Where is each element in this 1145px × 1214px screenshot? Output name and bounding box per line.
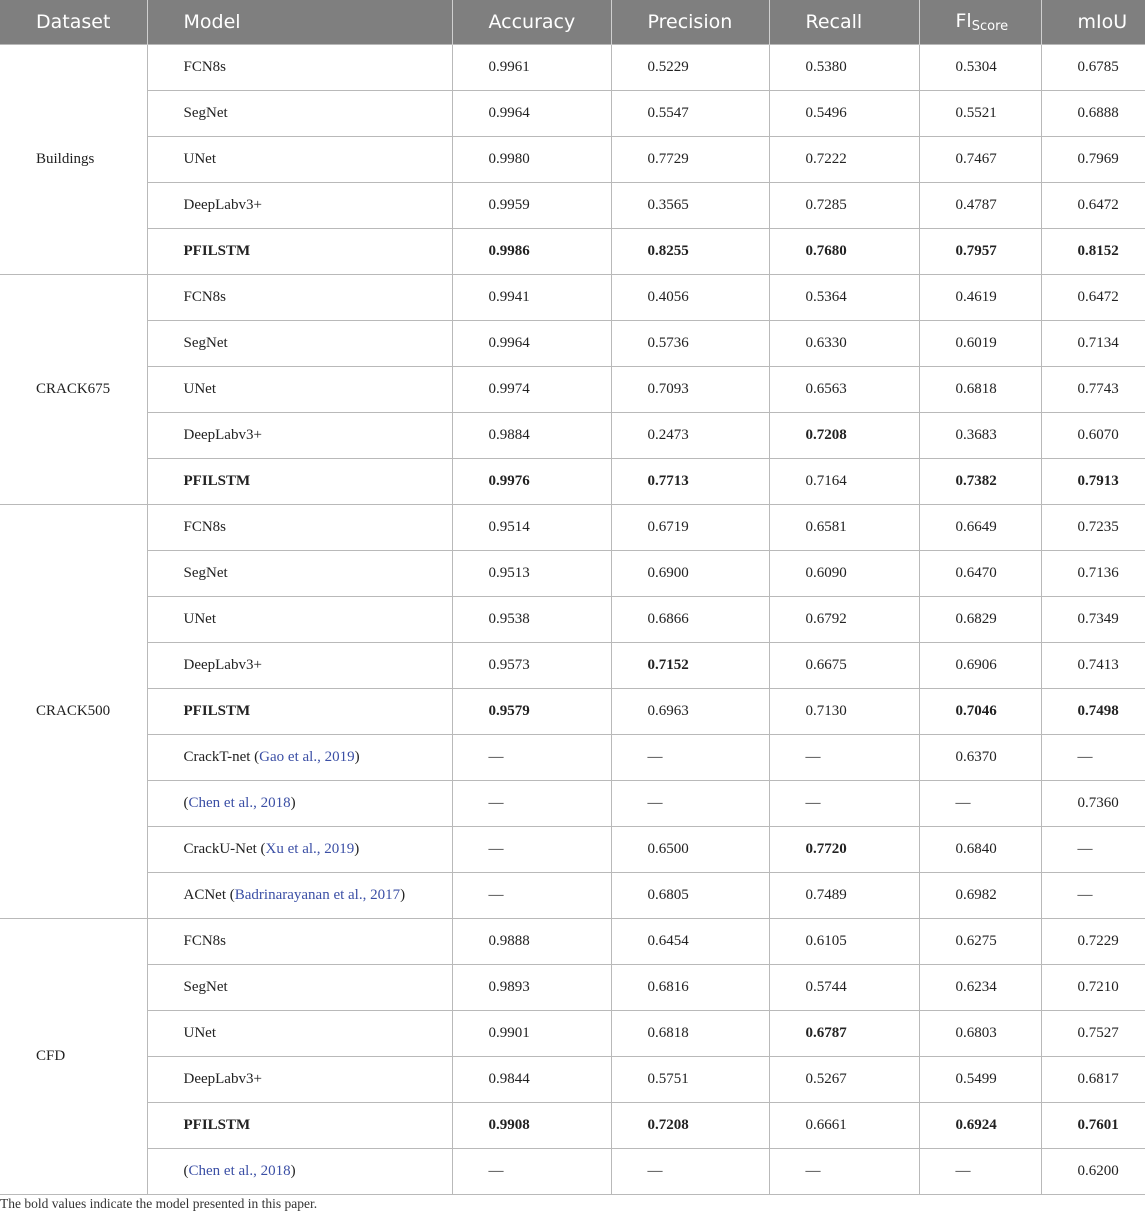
- model-cell: SegNet: [147, 91, 452, 137]
- table-row: [0, 229, 1145, 275]
- f1-score-cell: 0.6234: [919, 965, 1041, 1011]
- f1-score-cell: 0.5521: [919, 91, 1041, 137]
- model-name: ACNet (: [183, 887, 235, 903]
- model-cell: DeepLabv3+: [147, 643, 452, 689]
- model-cell: SegNet: [147, 965, 452, 1011]
- model-cell: PFILSTM: [147, 229, 452, 275]
- miou-cell: 0.7743: [1041, 367, 1145, 413]
- f1-score-cell: 0.6370: [919, 735, 1041, 781]
- miou-cell: 0.6472: [1041, 183, 1145, 229]
- accuracy-cell: 0.9538: [452, 597, 611, 643]
- accuracy-cell: 0.9573: [452, 643, 611, 689]
- model-cell: [147, 1149, 452, 1195]
- header-f1-label: Fl: [955, 10, 972, 32]
- table-footnote: The bold values indicate the model presented in this paper.: [0, 1196, 318, 1211]
- dataset-cell: Buildings: [0, 45, 147, 275]
- model-cell: UNet: [147, 137, 452, 183]
- citation-close: ): [354, 841, 360, 857]
- citation-link[interactable]: Badrinarayanan et al., 2017: [234, 887, 401, 903]
- model-name: CrackU-Net (: [183, 841, 266, 857]
- model-cell: FCN8s: [147, 505, 452, 551]
- table-row: [0, 91, 1145, 137]
- citation-link[interactable]: Chen et al., 2018: [188, 1163, 291, 1179]
- f1-score-cell: 0.3683: [919, 413, 1041, 459]
- model-cell: PFILSTM: [147, 1103, 452, 1149]
- accuracy-cell: 0.9964: [452, 321, 611, 367]
- miou-cell: 0.6070: [1041, 413, 1145, 459]
- recall-cell: 0.5380: [769, 45, 919, 91]
- f1-score-cell: 0.7467: [919, 137, 1041, 183]
- header-recall: Recall: [769, 0, 919, 45]
- accuracy-cell: 0.9893: [452, 965, 611, 1011]
- table-row: [0, 275, 1145, 321]
- f1-score-cell: 0.6649: [919, 505, 1041, 551]
- accuracy-cell: 0.9901: [452, 1011, 611, 1057]
- accuracy-cell: 0.9513: [452, 551, 611, 597]
- table-row: [0, 137, 1145, 183]
- f1-score-cell: 0.6019: [919, 321, 1041, 367]
- precision-cell: 0.6963: [611, 689, 769, 735]
- model-cell: FCN8s: [147, 275, 452, 321]
- precision-cell: 0.6500: [611, 827, 769, 873]
- miou-cell: 0.6472: [1041, 275, 1145, 321]
- miou-cell: 0.7210: [1041, 965, 1145, 1011]
- miou-cell: 0.6785: [1041, 45, 1145, 91]
- model-cell: SegNet: [147, 551, 452, 597]
- header-precision: Precision: [611, 0, 769, 45]
- recall-cell: 0.7680: [769, 229, 919, 275]
- recall-cell: 0.6792: [769, 597, 919, 643]
- precision-cell: 0.6900: [611, 551, 769, 597]
- precision-cell: 0.6818: [611, 1011, 769, 1057]
- accuracy-cell: 0.9964: [452, 91, 611, 137]
- accuracy-cell: 0.9980: [452, 137, 611, 183]
- precision-cell: 0.6719: [611, 505, 769, 551]
- header-model: Model: [147, 0, 452, 45]
- table-row: [0, 735, 1145, 781]
- precision-cell: 0.7093: [611, 367, 769, 413]
- miou-cell: —: [1041, 873, 1145, 919]
- table-row: [0, 1011, 1145, 1057]
- accuracy-cell: —: [452, 1149, 611, 1195]
- accuracy-cell: —: [452, 781, 611, 827]
- table-row: [0, 505, 1145, 551]
- model-cell: DeepLabv3+: [147, 1057, 452, 1103]
- citation-close: ): [290, 1163, 296, 1179]
- recall-cell: 0.7489: [769, 873, 919, 919]
- model-cell: [147, 873, 452, 919]
- citation-link[interactable]: Chen et al., 2018: [188, 795, 291, 811]
- precision-cell: 0.7152: [611, 643, 769, 689]
- recall-cell: 0.6330: [769, 321, 919, 367]
- miou-cell: 0.7134: [1041, 321, 1145, 367]
- recall-cell: 0.6661: [769, 1103, 919, 1149]
- citation-close: ): [290, 795, 296, 811]
- model-cell: [147, 735, 452, 781]
- recall-cell: 0.7720: [769, 827, 919, 873]
- precision-cell: 0.5229: [611, 45, 769, 91]
- f1-score-cell: 0.6829: [919, 597, 1041, 643]
- header-f1-score: [919, 0, 1041, 45]
- dataset-cell: CFD: [0, 919, 147, 1195]
- precision-cell: —: [611, 781, 769, 827]
- model-cell: FCN8s: [147, 45, 452, 91]
- model-cell: DeepLabv3+: [147, 413, 452, 459]
- citation-close: ): [354, 749, 360, 765]
- model-cell: DeepLabv3+: [147, 183, 452, 229]
- model-cell: PFILSTM: [147, 459, 452, 505]
- recall-cell: —: [769, 1149, 919, 1195]
- accuracy-cell: 0.9976: [452, 459, 611, 505]
- recall-cell: 0.6787: [769, 1011, 919, 1057]
- miou-cell: —: [1041, 735, 1145, 781]
- table-row: [0, 597, 1145, 643]
- f1-score-cell: 0.6470: [919, 551, 1041, 597]
- miou-cell: 0.7527: [1041, 1011, 1145, 1057]
- recall-cell: 0.5364: [769, 275, 919, 321]
- table-row: [0, 321, 1145, 367]
- model-cell: FCN8s: [147, 919, 452, 965]
- f1-score-cell: 0.4787: [919, 183, 1041, 229]
- accuracy-cell: 0.9986: [452, 229, 611, 275]
- accuracy-cell: 0.9961: [452, 45, 611, 91]
- f1-score-cell: 0.7046: [919, 689, 1041, 735]
- miou-cell: 0.7360: [1041, 781, 1145, 827]
- miou-cell: 0.7229: [1041, 919, 1145, 965]
- precision-cell: 0.7208: [611, 1103, 769, 1149]
- accuracy-cell: 0.9844: [452, 1057, 611, 1103]
- accuracy-cell: 0.9941: [452, 275, 611, 321]
- header-accuracy: Accuracy: [452, 0, 611, 45]
- recall-cell: 0.6675: [769, 643, 919, 689]
- table-row: [0, 919, 1145, 965]
- recall-cell: —: [769, 735, 919, 781]
- miou-cell: 0.7913: [1041, 459, 1145, 505]
- f1-score-cell: 0.6982: [919, 873, 1041, 919]
- accuracy-cell: 0.9888: [452, 919, 611, 965]
- header-row: [0, 0, 1145, 45]
- accuracy-cell: —: [452, 873, 611, 919]
- recall-cell: 0.5267: [769, 1057, 919, 1103]
- f1-score-cell: 0.7957: [919, 229, 1041, 275]
- table-row: [0, 1057, 1145, 1103]
- f1-score-cell: —: [919, 781, 1041, 827]
- recall-cell: 0.6105: [769, 919, 919, 965]
- citation-close: ): [400, 887, 406, 903]
- recall-cell: 0.7130: [769, 689, 919, 735]
- citation-link[interactable]: Xu et al., 2019: [265, 841, 355, 857]
- precision-cell: —: [611, 1149, 769, 1195]
- accuracy-cell: —: [452, 735, 611, 781]
- precision-cell: 0.5751: [611, 1057, 769, 1103]
- precision-cell: —: [611, 735, 769, 781]
- recall-cell: 0.5744: [769, 965, 919, 1011]
- model-cell: UNet: [147, 367, 452, 413]
- accuracy-cell: 0.9579: [452, 689, 611, 735]
- miou-cell: 0.7498: [1041, 689, 1145, 735]
- miou-cell: 0.7136: [1041, 551, 1145, 597]
- f1-score-cell: 0.6818: [919, 367, 1041, 413]
- f1-score-cell: 0.7382: [919, 459, 1041, 505]
- table-row: [0, 873, 1145, 919]
- table-body: [0, 45, 1145, 1195]
- model-cell: SegNet: [147, 321, 452, 367]
- precision-cell: 0.3565: [611, 183, 769, 229]
- precision-cell: 0.8255: [611, 229, 769, 275]
- precision-cell: 0.2473: [611, 413, 769, 459]
- miou-cell: 0.6817: [1041, 1057, 1145, 1103]
- recall-cell: 0.7208: [769, 413, 919, 459]
- precision-cell: 0.5736: [611, 321, 769, 367]
- miou-cell: 0.7349: [1041, 597, 1145, 643]
- recall-cell: 0.7222: [769, 137, 919, 183]
- f1-score-cell: —: [919, 1149, 1041, 1195]
- f1-score-cell: 0.6840: [919, 827, 1041, 873]
- accuracy-cell: 0.9884: [452, 413, 611, 459]
- table-row: [0, 689, 1145, 735]
- f1-score-cell: 0.6924: [919, 1103, 1041, 1149]
- model-name: (: [183, 1163, 189, 1179]
- f1-score-cell: 0.6906: [919, 643, 1041, 689]
- precision-cell: 0.6866: [611, 597, 769, 643]
- table-row: [0, 551, 1145, 597]
- miou-cell: 0.8152: [1041, 229, 1145, 275]
- table-row: [0, 643, 1145, 689]
- miou-cell: 0.7235: [1041, 505, 1145, 551]
- precision-cell: 0.6805: [611, 873, 769, 919]
- recall-cell: 0.6581: [769, 505, 919, 551]
- table-row: [0, 459, 1145, 505]
- header-dataset: Dataset: [0, 0, 147, 45]
- accuracy-cell: 0.9908: [452, 1103, 611, 1149]
- table-row: [0, 183, 1145, 229]
- header-miou: mIoU: [1041, 0, 1145, 45]
- dataset-cell: CRACK500: [0, 505, 147, 919]
- dataset-cell: CRACK675: [0, 275, 147, 505]
- recall-cell: 0.7164: [769, 459, 919, 505]
- table-row: [0, 1149, 1145, 1195]
- precision-cell: 0.5547: [611, 91, 769, 137]
- miou-cell: 0.7601: [1041, 1103, 1145, 1149]
- accuracy-cell: —: [452, 827, 611, 873]
- model-cell: UNet: [147, 597, 452, 643]
- f1-score-cell: 0.4619: [919, 275, 1041, 321]
- accuracy-cell: 0.9959: [452, 183, 611, 229]
- table-row: [0, 1103, 1145, 1149]
- model-cell: PFILSTM: [147, 689, 452, 735]
- recall-cell: —: [769, 781, 919, 827]
- recall-cell: 0.7285: [769, 183, 919, 229]
- precision-cell: 0.6454: [611, 919, 769, 965]
- table-row: [0, 367, 1145, 413]
- model-name: CrackT-net (: [183, 749, 260, 765]
- f1-score-cell: 0.6803: [919, 1011, 1041, 1057]
- accuracy-cell: 0.9514: [452, 505, 611, 551]
- model-cell: [147, 827, 452, 873]
- miou-cell: 0.7969: [1041, 137, 1145, 183]
- model-cell: UNet: [147, 1011, 452, 1057]
- table-row: [0, 413, 1145, 459]
- miou-cell: 0.6888: [1041, 91, 1145, 137]
- model-name: (: [183, 795, 189, 811]
- precision-cell: 0.4056: [611, 275, 769, 321]
- f1-score-cell: 0.6275: [919, 919, 1041, 965]
- miou-cell: 0.7413: [1041, 643, 1145, 689]
- precision-cell: 0.7713: [611, 459, 769, 505]
- f1-score-cell: 0.5304: [919, 45, 1041, 91]
- recall-cell: 0.6563: [769, 367, 919, 413]
- precision-cell: 0.7729: [611, 137, 769, 183]
- table-row: [0, 827, 1145, 873]
- table-row: [0, 781, 1145, 827]
- recall-cell: 0.5496: [769, 91, 919, 137]
- f1-score-cell: 0.5499: [919, 1057, 1041, 1103]
- miou-cell: 0.6200: [1041, 1149, 1145, 1195]
- miou-cell: —: [1041, 827, 1145, 873]
- accuracy-cell: 0.9974: [452, 367, 611, 413]
- recall-cell: 0.6090: [769, 551, 919, 597]
- precision-cell: 0.6816: [611, 965, 769, 1011]
- header-f1-subscript: Score: [971, 19, 1009, 34]
- table-row: [0, 45, 1145, 91]
- model-cell: [147, 781, 452, 827]
- table-row: [0, 965, 1145, 1011]
- citation-link[interactable]: Gao et al., 2019: [259, 749, 355, 765]
